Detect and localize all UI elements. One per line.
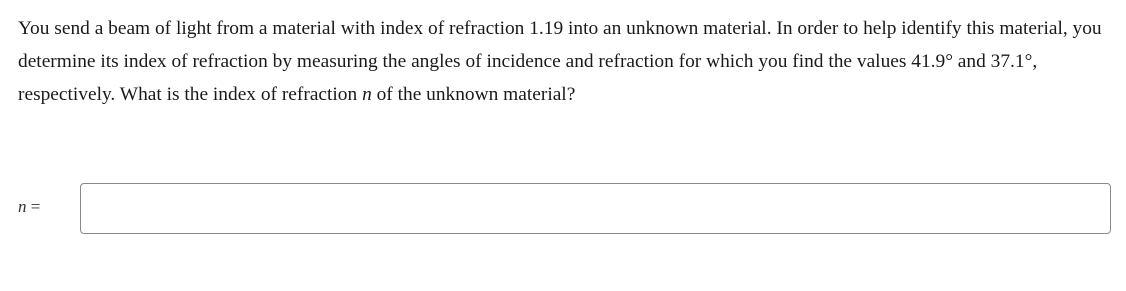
question-variable: n (362, 84, 372, 105)
answer-row (18, 183, 1113, 234)
question-text-start: You send a beam of light from a material with index of refraction 1.19 into an unknown material. In order to help identify this material, you determine its index of refraction by measuring the angles of incidence and refraction for which you find the values 41.9° and 37.1°, respectively. What is the index of refraction (18, 18, 1102, 105)
answer-equals: = (26, 197, 41, 216)
question-text-end: of the unknown material? (371, 84, 576, 105)
question-text (18, 12, 1122, 111)
answer-label (18, 197, 40, 217)
answer-input[interactable] (80, 183, 1111, 234)
answer-variable: n (18, 197, 27, 216)
